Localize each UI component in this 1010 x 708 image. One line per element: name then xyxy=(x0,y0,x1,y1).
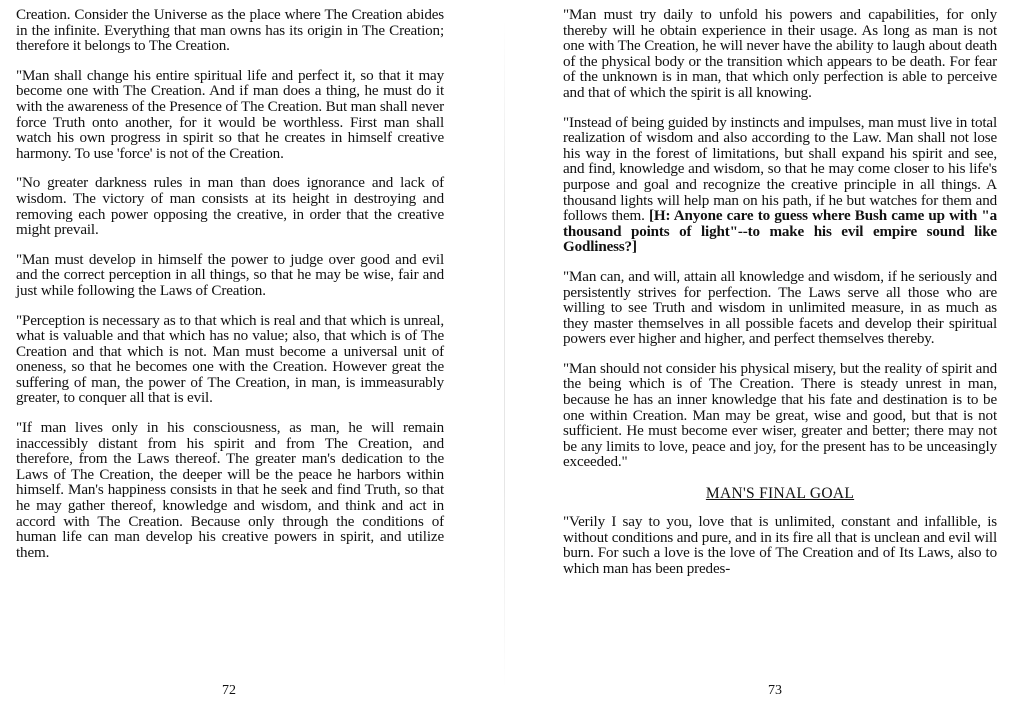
left-paragraph-2: "Man shall change his entire spiritual life and perfect it, so that it may become one with The Creation. And if man does a thing, he must do it with the awareness of the Presence of The Creation. But man shall never force Truth onto another, for it would be worthless. First man shall watch his own progress in spirit so that he creates in himself creative harmony. To use 'force' is not of the Creation. xyxy=(16,67,444,162)
right-paragraph-3: "Man can, and will, attain all knowledge and wisdom, if he seriously and persistently strives for perfection. The Laws serve all those who are willing to see Truth and wisdom in unlimited measure, in as much as they master themselves in all possible facets and develop their spiritual powers ever higher and higher, and perfect themselves thereby. xyxy=(563,268,997,348)
page-number-left: 72 xyxy=(222,683,236,698)
left-paragraph-4: "Man must develop in himself the power to judge over good and evil and the correct perception in all things, so that he may be wise, fair and just while following the Laws of Creation. xyxy=(16,251,444,299)
right-paragraph-5: "Verily I say to you, love that is unlimited, constant and infallible, is without conditions and pure, and in its fire all that is unclean and evil will burn. For such a love is the love of The Creation and of Its Laws, also to which man has been predes- xyxy=(563,514,997,577)
left-page-text-column xyxy=(16,8,444,575)
left-paragraph-1: Creation. Consider the Universe as the place where The Creation abides in the infinite. Everything that man owns has its origin in The Creation; therefore it belongs to The Creation. xyxy=(16,7,444,55)
editor-note: [H: Anyone care to guess where Bush came up with "a thousand points of light"--to make his evil empire sound like Godliness?] xyxy=(563,208,997,256)
left-paragraph-6: "If man lives only in his consciousness, as man, he will remain inaccessibly distant from his spirit and from The Creation, and therefore, from the Laws thereof. The greater man's dedication to the Laws of The Creation, the deeper will be the peace he harbors within himself. Man's happiness consists in that he seek and find Truth, so that he may gather thereof, knowledge and wisdom, and think and act in accord with The Creation. Because only through the conditions of human life can man develop his creative powers in spirit, and utilize them. xyxy=(16,420,444,561)
left-paragraph-5: "Perception is necessary as to that which is real and that which is unreal, what is valuable and that which has no value; also, that which is of The Creation and that which is not. Man must become a universal unit of oneness, so that he becomes one with the Creation. However great the suffering of man, the power of The Creation, in man, is immeasurably greater, to conquer all that is evil. xyxy=(16,312,444,407)
page-number-right: 73 xyxy=(768,683,782,698)
right-paragraph-1: "Man must try daily to unfold his powers and capabilities, for only thereby will he obtain experience in their usage. As long as man is not one with The Creation, he will never have the ability to laugh about death of the physical body or the transition which appears to be death. For fear of the unknown is in man, that which only perfection is able to perceive and that of which the spirit is all knowing. xyxy=(563,7,997,101)
right-page xyxy=(505,0,1010,708)
section-heading: MAN'S FINAL GOAL xyxy=(705,485,855,503)
right-paragraph-2 xyxy=(563,116,997,256)
left-paragraph-3: "No greater darkness rules in man than does ignorance and lack of wisdom. The victory of man consists at its height in destroying and removing each power opposing the creative, in order that the creative might prevail. xyxy=(16,175,444,239)
right-paragraph-4: "Man should not consider his physical misery, but the reality of spirit and the being which is of The Creation. There is steady unrest in man, because he has an inner knowledge that his fate and destination is to be one within Creation. Man may be great, wise and good, but that is not sufficient. He must become ever wiser, greater and better; there may not be any limits to love, peace and joy, for the present has to be unceasingly exceeded." xyxy=(563,360,997,471)
right-paragraph-2-text: "Instead of being guided by instincts and impulses, man must live in total realization of wisdom and also according to the Law. Man shall not lose his way in the forest of limitations, but shall expand his spirit and see, and find, knowledge and wisdom, so that he may come closer to his life's purpose and goal and recognize the creative principle in all things. A thousand lights will help man on his path, if he but watches for them and follows them. xyxy=(563,114,997,225)
right-page-text-column xyxy=(563,8,997,591)
